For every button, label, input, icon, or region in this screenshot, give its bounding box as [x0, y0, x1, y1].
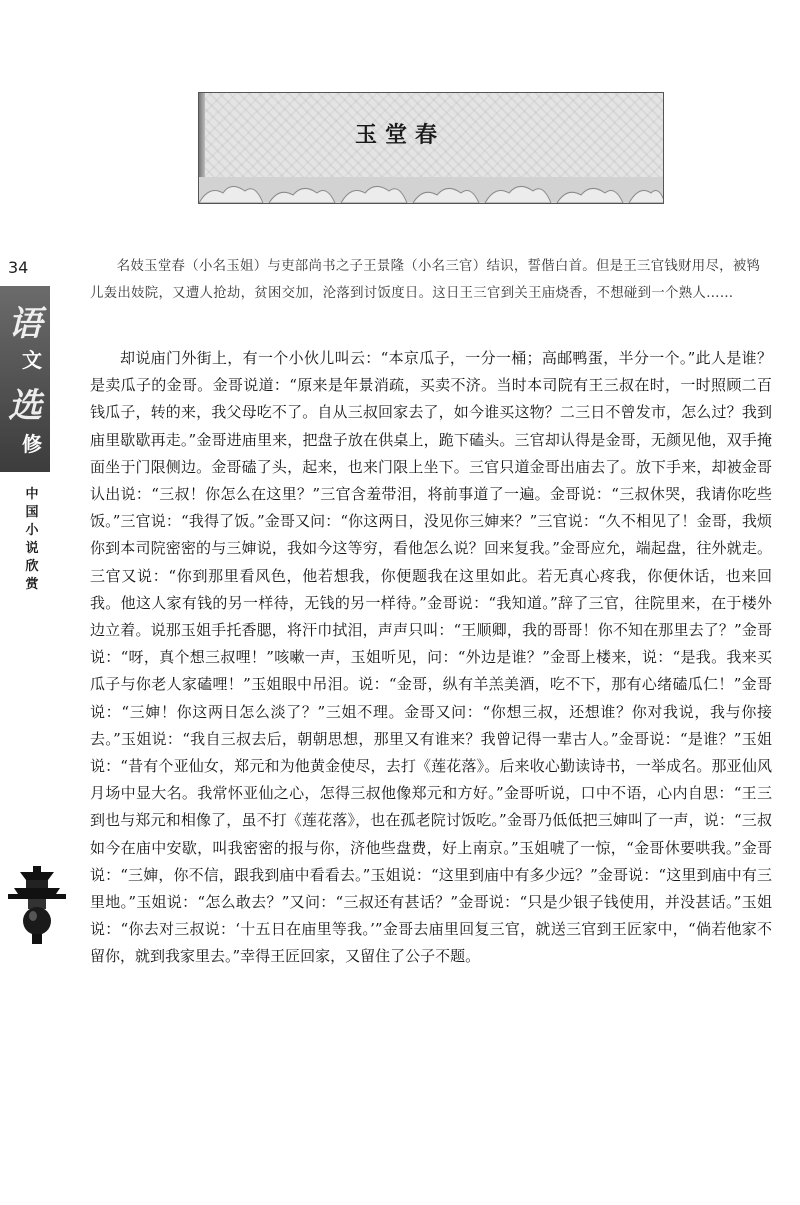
series-title — [25, 486, 39, 594]
sidebar-char: 语 — [8, 304, 42, 344]
series-title-char: 国 — [25, 505, 39, 520]
series-title-char: 小 — [25, 523, 39, 538]
cloud-border — [199, 177, 663, 203]
chapter-title: 玉堂春 — [354, 123, 445, 148]
series-title-char: 说 — [25, 541, 39, 556]
intro-paragraph: 名妓玉堂春（小名玉姐）与吏部尚书之子王景隆（小名三官）结识，誓偕白首。但是王三官钱财用尽，被鸨儿轰出妓院，又遭人抢劫，贫困交加，沦落到讨饭度日。这日王三官到关王庙烧香，不想碰到一个熟人…… — [90, 259, 761, 301]
sidebar-tab — [0, 286, 50, 472]
sidebar-char: 选 — [8, 386, 42, 426]
sidebar-char: 文 — [22, 348, 42, 372]
main-text-paragraph: 却说庙门外街上，有一个小伙儿叫云：“本京瓜子，一分一桶；高邮鸭蛋，半分一个。”此人是谁？是卖瓜子的金哥。金哥说道：“原来是年景消疏，买卖不济。当时本司院有王三叔在时，一时照顾二百钱瓜子，转的来，我父母吃不了。自从三叔回家去了，如今谁买这物？二三日不曾发市，怎么过？我到庙里歇歇再走。”金哥进庙里来，把盘子放在供桌上，跪下磕头。三官却认得是金哥，无颜见他，双手掩面坐于门限侧边。金哥磕了头，起来，也来门限上坐下。三官只道金哥出庙去了。放下手来，却被金哥认出说：“三叔！你怎么在这里？”三官含羞带泪，将前事道了一遍。金哥说：“三叔休哭，我请你吃些饭。”三官说：“我得了饭。”金哥又问：“你这两日，没见你三婶来？”三官说：“久不相见了！金哥，我烦你到本司院密密的与三婶说，我如今这等穷，看他怎么说？回来复我。”金哥应允，端起盘，往外就走。三官又说：“你到那里看风色，他若想我，你便题我在这里如此。若无真心疼我，你便休话，也来回我。他这人家有钱的另一样待，无钱的另一样待。”金哥说：“我知道。”辞了三官，往院里来，在于楼外边立着。说那玉姐手托香腮，将汗巾拭泪，声声只叫：“王顺卿，我的哥哥！你不知在那里去了？”金哥说：“呀，真个想三叔哩！”咳嗽一声，玉姐听见，问：“外边是谁？”金哥上楼来，说：“是我。我来买瓜子与你老人家磕哩！”玉姐眼中吊泪。说：“金哥，纵有羊羔美酒，吃不下，那有心绪磕瓜仁！”金哥说：“三婶！你这两日怎么淡了？”三姐不理。金哥又问：“你想三叔，还想谁？你对我说，我与你接去。”玉姐说：“我自三叔去后，朝朝思想，那里又有谁来？我曾记得一辈古人。”金哥说：“是谁？”玉姐说：“昔有个亚仙女，郑元和为他黄金使尽，去打《莲花落》。后来收心勤读诗书，一举成名。那亚仙风月场中显大名。我常怀亚仙之心，怎得三叔他像郑元和方好。”金哥听说，口中不语，心内自思：“王三到也与郑元和相像了，虽不打《莲花落》，也在孤老院讨饭吃。”金哥乃低低把三婶叫了一声，说：“三叔如今在庙中安歇，叫我密密的报与你，济他些盘费，好上南京。”玉姐唬了一惊，“金哥休要哄我。”金哥说：“三婶，你不信，跟我到庙中看看去。”玉姐说：“这里到庙中有多少远？”金哥说：“这里到庙中有三里地。”玉姐说：“怎么敢去？”又问：“三叔还有甚话？”金哥说：“只是少银子钱使用，并没甚话。”玉姐说：“你去对三叔说：‘十五日在庙里等我。’”金哥去庙里回复三官，就送三官到王匠家中，“倘若他家不留你，就到我家里去。”幸得王匠回家，又留住了公子不题。 — [90, 349, 772, 966]
series-title-char: 中 — [25, 487, 39, 502]
series-title-char: 赏 — [25, 577, 39, 592]
cloud-pattern-icon — [199, 177, 664, 203]
page-number: 34 — [8, 258, 29, 277]
sidebar-char: 修 — [22, 432, 42, 456]
lantern-icon — [6, 866, 68, 946]
series-title-char: 欣 — [25, 559, 39, 574]
